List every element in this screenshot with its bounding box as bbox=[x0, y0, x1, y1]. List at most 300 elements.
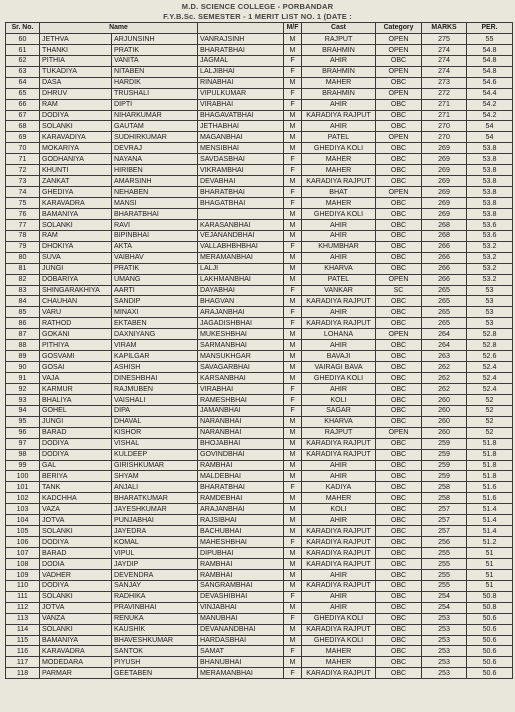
cell-gender: M bbox=[284, 230, 302, 241]
cell-cast: KARADIYA RAJPUT bbox=[302, 537, 376, 548]
cell-gender: F bbox=[284, 241, 302, 252]
cell-category: OBC bbox=[376, 263, 422, 274]
cell-first-name: UMANG bbox=[112, 274, 198, 285]
cell-sr-no: 107 bbox=[6, 548, 40, 559]
cell-category: OBC bbox=[376, 394, 422, 405]
cell-sr-no: 104 bbox=[6, 515, 40, 526]
college-name: M.D. SCIENCE COLLEGE - PORBANDAR bbox=[181, 2, 334, 11]
cell-marks: 253 bbox=[422, 613, 467, 624]
cell-sr-no: 112 bbox=[6, 602, 40, 613]
cell-percentage: 53.2 bbox=[467, 252, 513, 263]
cell-surname: KARAVADIYA bbox=[40, 132, 112, 143]
cell-percentage: 52.4 bbox=[467, 383, 513, 394]
cell-first-name: DIPTI bbox=[112, 99, 198, 110]
cell-marks: 255 bbox=[422, 548, 467, 559]
cell-marks: 257 bbox=[422, 526, 467, 537]
cell-marks: 260 bbox=[422, 427, 467, 438]
cell-percentage: 51.6 bbox=[467, 482, 513, 493]
cell-percentage: 51.4 bbox=[467, 504, 513, 515]
cell-category: OBC bbox=[376, 230, 422, 241]
cell-first-name: TRUSHALI bbox=[112, 88, 198, 99]
cell-category: OBC bbox=[376, 569, 422, 580]
cell-sr-no: 98 bbox=[6, 449, 40, 460]
table-row bbox=[6, 362, 513, 373]
cell-marks: 258 bbox=[422, 482, 467, 493]
cell-gender: F bbox=[284, 198, 302, 209]
cell-marks: 269 bbox=[422, 198, 467, 209]
cell-cast: AHIR bbox=[302, 569, 376, 580]
cell-father-name: VIPULKUMAR bbox=[198, 88, 284, 99]
cell-percentage: 50.8 bbox=[467, 602, 513, 613]
cell-cast: GHEDIYA KOLI bbox=[302, 143, 376, 154]
table-row bbox=[6, 537, 513, 548]
cell-father-name: VANRAJSINH bbox=[198, 33, 284, 44]
cell-percentage: 52.8 bbox=[467, 329, 513, 340]
table-row bbox=[6, 602, 513, 613]
cell-cast: GHEDIYA KOLI bbox=[302, 635, 376, 646]
cell-sr-no: 115 bbox=[6, 635, 40, 646]
cell-surname: RATHOD bbox=[40, 318, 112, 329]
cell-category: OBC bbox=[376, 121, 422, 132]
cell-category: OBC bbox=[376, 362, 422, 373]
cell-percentage: 51.4 bbox=[467, 515, 513, 526]
cell-sr-no: 83 bbox=[6, 285, 40, 296]
cell-sr-no: 103 bbox=[6, 504, 40, 515]
cell-cast: AHIR bbox=[302, 515, 376, 526]
table-row bbox=[6, 558, 513, 569]
cell-gender: M bbox=[284, 548, 302, 559]
cell-category: OBC bbox=[376, 548, 422, 559]
cell-category: OBC bbox=[376, 165, 422, 176]
cell-surname: VAZA bbox=[40, 504, 112, 515]
cell-marks: 253 bbox=[422, 657, 467, 668]
table-row bbox=[6, 613, 513, 624]
cell-cast: KARADIYA RAJPUT bbox=[302, 296, 376, 307]
cell-father-name: RAJSIBHAI bbox=[198, 515, 284, 526]
cell-marks: 256 bbox=[422, 537, 467, 548]
table-row bbox=[6, 187, 513, 198]
cell-surname: JOTVA bbox=[40, 515, 112, 526]
cell-first-name: KOMAL bbox=[112, 537, 198, 548]
cell-cast: AHIR bbox=[302, 591, 376, 602]
table-row bbox=[6, 373, 513, 384]
cell-gender: F bbox=[284, 88, 302, 99]
cell-category: SC bbox=[376, 285, 422, 296]
cell-percentage: 51.8 bbox=[467, 449, 513, 460]
cell-first-name: JAYEDRA bbox=[112, 526, 198, 537]
cell-gender: M bbox=[284, 110, 302, 121]
cell-percentage: 53.8 bbox=[467, 198, 513, 209]
cell-percentage: 50.6 bbox=[467, 668, 513, 679]
cell-gender: M bbox=[284, 602, 302, 613]
table-row bbox=[6, 33, 513, 44]
cell-category: OBC bbox=[376, 351, 422, 362]
cell-father-name: HARDASBHAI bbox=[198, 635, 284, 646]
cell-category: OBC bbox=[376, 99, 422, 110]
cell-father-name: ARAJANBHAI bbox=[198, 307, 284, 318]
cell-surname: DODIYA bbox=[40, 110, 112, 121]
cell-gender: F bbox=[284, 187, 302, 198]
cell-percentage: 54 bbox=[467, 121, 513, 132]
cell-category: OBC bbox=[376, 602, 422, 613]
table-row bbox=[6, 482, 513, 493]
cell-father-name: BHANUBHAI bbox=[198, 657, 284, 668]
cell-category: OBC bbox=[376, 241, 422, 252]
cell-percentage: 53 bbox=[467, 296, 513, 307]
cell-first-name: VAIBHAV bbox=[112, 252, 198, 263]
header-category: Category bbox=[376, 23, 422, 34]
cell-category: OPEN bbox=[376, 66, 422, 77]
cell-gender: M bbox=[284, 471, 302, 482]
cell-surname: DODIYA bbox=[40, 449, 112, 460]
cell-surname: DOBARIYA bbox=[40, 274, 112, 285]
cell-percentage: 51 bbox=[467, 558, 513, 569]
cell-cast: AHIR bbox=[302, 340, 376, 351]
cell-cast: AHIR bbox=[302, 121, 376, 132]
cell-cast: KADIYA bbox=[302, 482, 376, 493]
cell-gender: M bbox=[284, 132, 302, 143]
cell-percentage: 52.8 bbox=[467, 340, 513, 351]
cell-category: OPEN bbox=[376, 88, 422, 99]
cell-first-name: NITABEN bbox=[112, 66, 198, 77]
cell-marks: 259 bbox=[422, 460, 467, 471]
cell-marks: 270 bbox=[422, 132, 467, 143]
cell-cast: AHIR bbox=[302, 55, 376, 66]
cell-sr-no: 75 bbox=[6, 198, 40, 209]
cell-surname: MODEDARA bbox=[40, 657, 112, 668]
cell-cast: KHARVA bbox=[302, 416, 376, 427]
cell-surname: JUNGI bbox=[40, 416, 112, 427]
cell-marks: 271 bbox=[422, 110, 467, 121]
cell-first-name: KAPILGAR bbox=[112, 351, 198, 362]
cell-father-name: BHAGAVATBHAI bbox=[198, 110, 284, 121]
table-row bbox=[6, 208, 513, 219]
cell-father-name: DEVANANDBHAI bbox=[198, 624, 284, 635]
cell-percentage: 50.6 bbox=[467, 646, 513, 657]
cell-gender: F bbox=[284, 405, 302, 416]
cell-marks: 262 bbox=[422, 373, 467, 384]
table-row bbox=[6, 154, 513, 165]
cell-category: OBC bbox=[376, 219, 422, 230]
table-row bbox=[6, 394, 513, 405]
cell-first-name: VANITA bbox=[112, 55, 198, 66]
cell-percentage: 52.4 bbox=[467, 373, 513, 384]
cell-cast: MAHER bbox=[302, 165, 376, 176]
cell-category: OBC bbox=[376, 537, 422, 548]
cell-marks: 269 bbox=[422, 187, 467, 198]
cell-cast: AHIR bbox=[302, 307, 376, 318]
cell-category: OBC bbox=[376, 657, 422, 668]
cell-father-name: BHARATBHAI bbox=[198, 187, 284, 198]
cell-percentage: 55 bbox=[467, 33, 513, 44]
cell-first-name: BHARATBHAI bbox=[112, 208, 198, 219]
cell-category: OBC bbox=[376, 591, 422, 602]
cell-cast: MAHER bbox=[302, 646, 376, 657]
cell-sr-no: 74 bbox=[6, 187, 40, 198]
cell-gender: F bbox=[284, 646, 302, 657]
cell-sr-no: 67 bbox=[6, 110, 40, 121]
cell-marks: 265 bbox=[422, 296, 467, 307]
cell-marks: 255 bbox=[422, 569, 467, 580]
cell-percentage: 52 bbox=[467, 394, 513, 405]
cell-category: OBC bbox=[376, 580, 422, 591]
cell-cast: GHEDIYA KOLI bbox=[302, 373, 376, 384]
cell-cast: AHIR bbox=[302, 219, 376, 230]
cell-first-name: MANSI bbox=[112, 198, 198, 209]
cell-surname: PITHIA bbox=[40, 55, 112, 66]
table-row bbox=[6, 165, 513, 176]
cell-father-name: KARASANBHAI bbox=[198, 219, 284, 230]
table-row bbox=[6, 132, 513, 143]
cell-cast: AHIR bbox=[302, 230, 376, 241]
cell-father-name: ARAJANBHAI bbox=[198, 504, 284, 515]
cell-category: OBC bbox=[376, 318, 422, 329]
cell-sr-no: 94 bbox=[6, 405, 40, 416]
cell-surname: GOSVAMI bbox=[40, 351, 112, 362]
cell-surname: SOLANKI bbox=[40, 526, 112, 537]
cell-category: OBC bbox=[376, 493, 422, 504]
cell-sr-no: 63 bbox=[6, 66, 40, 77]
cell-marks: 273 bbox=[422, 77, 467, 88]
cell-father-name: SANGRAMBHAI bbox=[198, 580, 284, 591]
cell-father-name: RAMBHAI bbox=[198, 558, 284, 569]
cell-category: OBC bbox=[376, 383, 422, 394]
cell-cast: VAIRAGI BAVA bbox=[302, 362, 376, 373]
cell-sr-no: 96 bbox=[6, 427, 40, 438]
merit-table bbox=[5, 22, 513, 679]
cell-surname: BARAD bbox=[40, 427, 112, 438]
cell-surname: SOLANKI bbox=[40, 219, 112, 230]
cell-gender: F bbox=[284, 307, 302, 318]
cell-surname: JOTVA bbox=[40, 602, 112, 613]
header-marks: MARKS bbox=[422, 23, 467, 34]
cell-gender: F bbox=[284, 591, 302, 602]
cell-gender: M bbox=[284, 33, 302, 44]
cell-cast: KHARVA bbox=[302, 263, 376, 274]
cell-father-name: DEVABHAI bbox=[198, 176, 284, 187]
cell-gender: F bbox=[284, 482, 302, 493]
cell-surname: BERIYA bbox=[40, 471, 112, 482]
cell-percentage: 53.8 bbox=[467, 143, 513, 154]
cell-gender: F bbox=[284, 668, 302, 679]
cell-marks: 257 bbox=[422, 504, 467, 515]
cell-percentage: 50.6 bbox=[467, 613, 513, 624]
header-sr-no: Sr. No. bbox=[6, 23, 40, 34]
cell-father-name: KARSANBHAI bbox=[198, 373, 284, 384]
cell-surname: GODHANIYA bbox=[40, 154, 112, 165]
cell-surname: SUVA bbox=[40, 252, 112, 263]
cell-first-name: KISHOR bbox=[112, 427, 198, 438]
cell-father-name: GOVINDBHAI bbox=[198, 449, 284, 460]
cell-surname: GHEDIYA bbox=[40, 187, 112, 198]
cell-category: OBC bbox=[376, 558, 422, 569]
cell-gender: M bbox=[284, 449, 302, 460]
cell-surname: KARAVADRA bbox=[40, 198, 112, 209]
cell-marks: 260 bbox=[422, 405, 467, 416]
cell-sr-no: 93 bbox=[6, 394, 40, 405]
cell-surname: DODIYA bbox=[40, 438, 112, 449]
cell-father-name: MENSIBHAI bbox=[198, 143, 284, 154]
cell-first-name: MINAXI bbox=[112, 307, 198, 318]
cell-marks: 264 bbox=[422, 329, 467, 340]
cell-sr-no: 100 bbox=[6, 471, 40, 482]
table-row bbox=[6, 668, 513, 679]
cell-category: OPEN bbox=[376, 274, 422, 285]
cell-first-name: JAYDIP bbox=[112, 558, 198, 569]
cell-gender: F bbox=[284, 613, 302, 624]
cell-first-name: VIRAM bbox=[112, 340, 198, 351]
cell-gender: M bbox=[284, 340, 302, 351]
cell-cast: AHIR bbox=[302, 383, 376, 394]
cell-father-name: VINJABHAI bbox=[198, 602, 284, 613]
cell-sr-no: 84 bbox=[6, 296, 40, 307]
cell-sr-no: 88 bbox=[6, 340, 40, 351]
cell-father-name: BHARATBHAI bbox=[198, 44, 284, 55]
cell-percentage: 50.6 bbox=[467, 657, 513, 668]
table-row bbox=[6, 405, 513, 416]
cell-gender: M bbox=[284, 296, 302, 307]
cell-gender: M bbox=[284, 635, 302, 646]
cell-percentage: 53 bbox=[467, 285, 513, 296]
cell-surname: GAL bbox=[40, 460, 112, 471]
cell-category: OPEN bbox=[376, 132, 422, 143]
cell-first-name: NEHABEN bbox=[112, 187, 198, 198]
cell-cast: KARADIYA RAJPUT bbox=[302, 668, 376, 679]
cell-percentage: 51 bbox=[467, 548, 513, 559]
cell-sr-no: 108 bbox=[6, 558, 40, 569]
table-row bbox=[6, 143, 513, 154]
cell-first-name: GEETABEN bbox=[112, 668, 198, 679]
cell-percentage: 51 bbox=[467, 569, 513, 580]
cell-category: OBC bbox=[376, 55, 422, 66]
cell-percentage: 51.8 bbox=[467, 460, 513, 471]
cell-marks: 269 bbox=[422, 154, 467, 165]
header-name: Name bbox=[40, 23, 198, 34]
cell-first-name: VISHAL bbox=[112, 438, 198, 449]
cell-first-name: SHYAM bbox=[112, 471, 198, 482]
cell-surname: ZANKAT bbox=[40, 176, 112, 187]
cell-gender: M bbox=[284, 624, 302, 635]
table-row bbox=[6, 176, 513, 187]
cell-cast: SAGAR bbox=[302, 405, 376, 416]
cell-gender: M bbox=[284, 416, 302, 427]
cell-cast: KARADIYA RAJPUT bbox=[302, 110, 376, 121]
cell-percentage: 53.6 bbox=[467, 219, 513, 230]
cell-gender: F bbox=[284, 165, 302, 176]
cell-sr-no: 70 bbox=[6, 143, 40, 154]
table-row bbox=[6, 351, 513, 362]
cell-father-name: LALJI bbox=[198, 263, 284, 274]
cell-gender: F bbox=[284, 537, 302, 548]
cell-gender: M bbox=[284, 438, 302, 449]
cell-cast: KHUMBHAR bbox=[302, 241, 376, 252]
cell-sr-no: 89 bbox=[6, 351, 40, 362]
cell-marks: 266 bbox=[422, 263, 467, 274]
cell-first-name: DHAVAL bbox=[112, 416, 198, 427]
cell-category: OPEN bbox=[376, 44, 422, 55]
cell-marks: 259 bbox=[422, 438, 467, 449]
cell-father-name: NARANBHAI bbox=[198, 427, 284, 438]
table-row bbox=[6, 493, 513, 504]
table-header-row bbox=[6, 23, 513, 34]
cell-marks: 266 bbox=[422, 241, 467, 252]
cell-gender: M bbox=[284, 329, 302, 340]
table-row bbox=[6, 340, 513, 351]
cell-marks: 265 bbox=[422, 318, 467, 329]
table-row bbox=[6, 329, 513, 340]
cell-cast: LOHANA bbox=[302, 329, 376, 340]
table-row bbox=[6, 427, 513, 438]
table-row bbox=[6, 252, 513, 263]
header-gender: M/F bbox=[284, 23, 302, 34]
cell-marks: 263 bbox=[422, 351, 467, 362]
cell-category: OBC bbox=[376, 208, 422, 219]
table-row bbox=[6, 438, 513, 449]
cell-father-name: VEJANANDBHAI bbox=[198, 230, 284, 241]
cell-first-name: PRATIK bbox=[112, 263, 198, 274]
cell-father-name: JAGMAL bbox=[198, 55, 284, 66]
cell-first-name: NAYANA bbox=[112, 154, 198, 165]
cell-surname: DHRUV bbox=[40, 88, 112, 99]
cell-sr-no: 110 bbox=[6, 580, 40, 591]
table-row bbox=[6, 274, 513, 285]
cell-cast: KARADIYA RAJPUT bbox=[302, 558, 376, 569]
cell-category: OBC bbox=[376, 416, 422, 427]
cell-category: OPEN bbox=[376, 329, 422, 340]
cell-father-name: MALDEBHAI bbox=[198, 471, 284, 482]
cell-father-name: NARANBHAI bbox=[198, 416, 284, 427]
table-row bbox=[6, 230, 513, 241]
cell-cast: PATEL bbox=[302, 132, 376, 143]
cell-marks: 269 bbox=[422, 165, 467, 176]
cell-percentage: 53 bbox=[467, 307, 513, 318]
cell-first-name: SANTOK bbox=[112, 646, 198, 657]
cell-cast: KOLI bbox=[302, 394, 376, 405]
cell-category: OBC bbox=[376, 110, 422, 121]
cell-first-name: RENUKA bbox=[112, 613, 198, 624]
cell-first-name: BHARATKUMAR bbox=[112, 493, 198, 504]
table-row bbox=[6, 121, 513, 132]
cell-cast: KARADIYA RAJPUT bbox=[302, 548, 376, 559]
cell-surname: KHUNTI bbox=[40, 165, 112, 176]
cell-percentage: 50.6 bbox=[467, 635, 513, 646]
cell-first-name: GAUTAM bbox=[112, 121, 198, 132]
cell-category: OBC bbox=[376, 635, 422, 646]
cell-cast: MAHER bbox=[302, 657, 376, 668]
cell-father-name: DEVASHIBHAI bbox=[198, 591, 284, 602]
cell-sr-no: 117 bbox=[6, 657, 40, 668]
cell-first-name: KULDEEP bbox=[112, 449, 198, 460]
cell-surname: PARMAR bbox=[40, 668, 112, 679]
cell-marks: 272 bbox=[422, 88, 467, 99]
cell-category: OBC bbox=[376, 460, 422, 471]
cell-category: OBC bbox=[376, 449, 422, 460]
cell-sr-no: 79 bbox=[6, 241, 40, 252]
cell-first-name: PIYUSH bbox=[112, 657, 198, 668]
cell-surname: VANZA bbox=[40, 613, 112, 624]
cell-percentage: 54.8 bbox=[467, 66, 513, 77]
cell-father-name: SARMANBHAI bbox=[198, 340, 284, 351]
cell-cast: RAJPUT bbox=[302, 427, 376, 438]
cell-surname: BAMANIYA bbox=[40, 208, 112, 219]
cell-gender: M bbox=[284, 44, 302, 55]
cell-first-name: RADHIKA bbox=[112, 591, 198, 602]
cell-sr-no: 116 bbox=[6, 646, 40, 657]
cell-gender: M bbox=[284, 558, 302, 569]
header-cast: Cast bbox=[302, 23, 376, 34]
cell-percentage: 54.4 bbox=[467, 88, 513, 99]
cell-marks: 255 bbox=[422, 558, 467, 569]
